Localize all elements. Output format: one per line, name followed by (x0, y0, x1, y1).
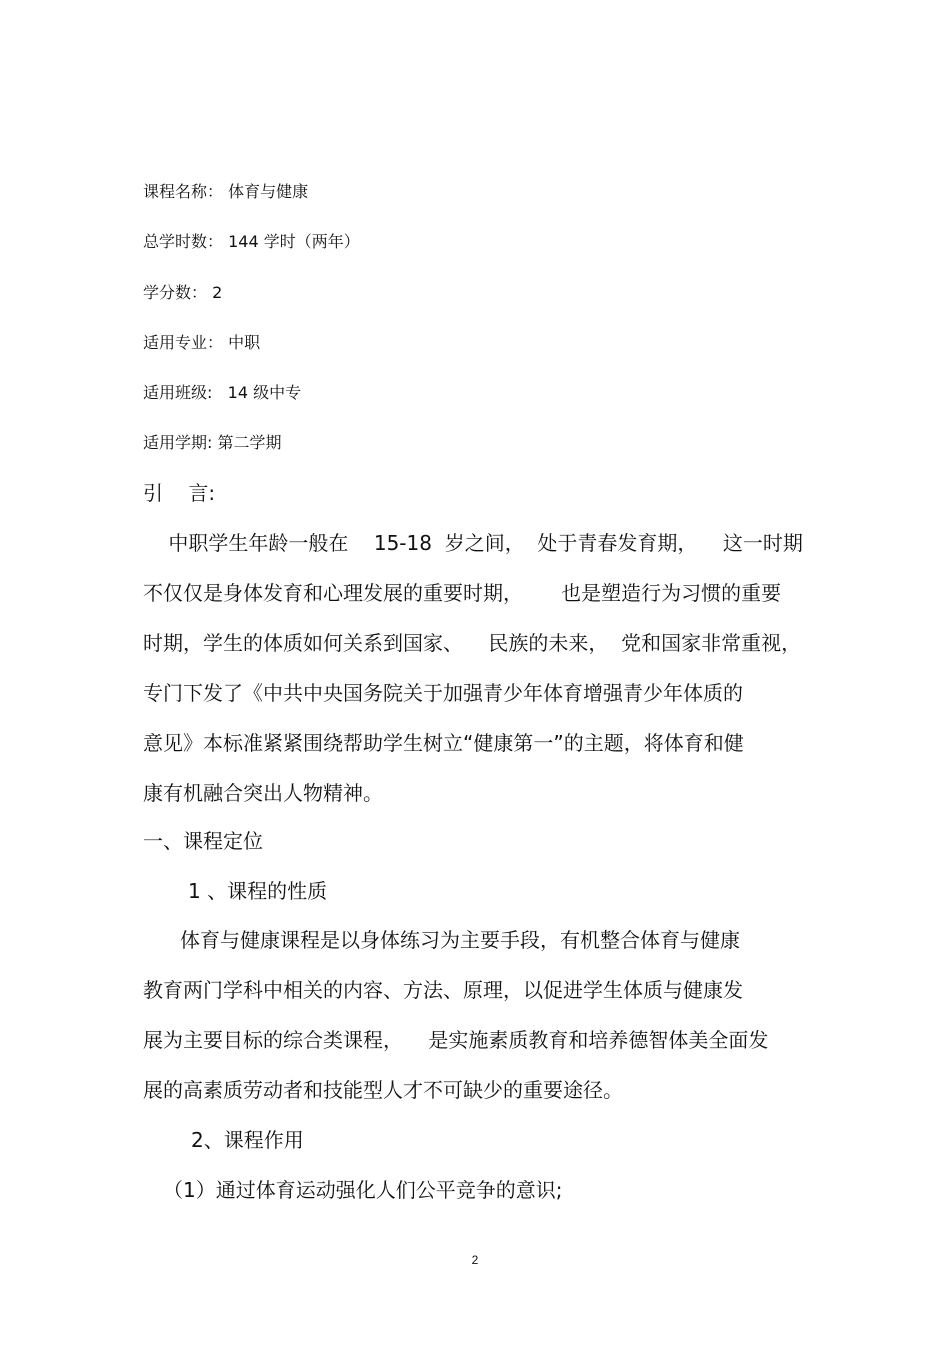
subsection-heading-course-nature: 1 、课程的性质 (188, 879, 328, 903)
credits-line: 学分数： 2 (143, 283, 223, 302)
semester-line: 适用学期: 第二学期 (143, 433, 282, 452)
class-line: 适用班级: 14 级中专 (143, 383, 302, 402)
paragraph-line: 体育与健康课程是以身体练习为主要手段，有机整合体育与健康 (180, 928, 740, 952)
intro-heading: 引 言: (143, 481, 216, 505)
role-list-item: （1）通过体育运动强化人们公平竞争的意识; (163, 1178, 563, 1202)
paragraph-line: 展为主要目标的综合类课程， 是实施素质教育和培养德智体美全面发 (143, 1028, 769, 1052)
paragraph-line: 康有机融合突出人物精神。 (143, 781, 383, 805)
course-name-line: 课程名称： 体育与健康 (143, 182, 309, 201)
subsection-heading-course-role: 2、课程作用 (191, 1128, 304, 1152)
total-hours-line: 总学时数： 144 学时（两年） (143, 232, 360, 251)
page-number: 2 (471, 1253, 479, 1267)
paragraph-line: 不仅仅是身体发育和心理发展的重要时期， 也是塑造行为习惯的重要 (143, 581, 782, 605)
paragraph-line: 教育两门学科中相关的内容、方法、原理，以促进学生体质与健康发 (143, 978, 743, 1002)
paragraph-line: 时期，学生的体质如何关系到国家、 民族的未来， 党和国家非常重视， (143, 631, 802, 655)
section-heading-course-positioning: 一、课程定位 (143, 829, 263, 853)
paragraph-line: 意见》本标准紧紧围绕帮助学生树立“健康第一”的主题，将体育和健 (143, 731, 744, 755)
major-line: 适用专业： 中职 (143, 333, 261, 352)
paragraph-line: 专门下发了《中共中央国务院关于加强青少年体育增强青少年体质的 (143, 681, 743, 705)
paragraph-line: 展的高素质劳动者和技能型人才不可缺少的重要途径。 (143, 1078, 623, 1102)
paragraph-line: 中职学生年龄一般在 15-18 岁之间， 处于青春发育期， 这一时期 (143, 531, 803, 555)
